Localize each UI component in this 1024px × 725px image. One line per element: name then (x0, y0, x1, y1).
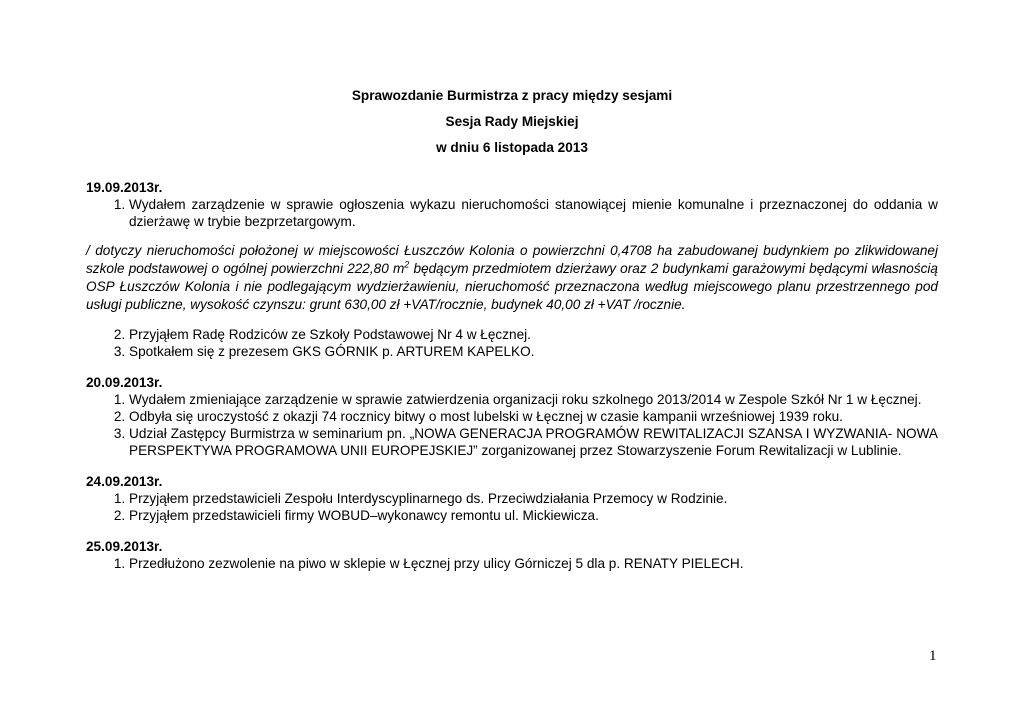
list-item: 2. Przyjąłem przedstawicieli firmy WOBUD–wykonawcy remontu ul. Mickiewicza. (129, 507, 938, 524)
list-item: 3. Spotkałem się z prezesem GKS GÓRNIK p. ARTUREM KAPELKO. (129, 343, 938, 360)
entry-list (86, 196, 938, 230)
entry-section (86, 179, 938, 360)
entry-list (86, 555, 938, 572)
entry-section (86, 538, 938, 572)
note-text-2: będącym przedmiotem dzierżawy oraz 2 budynkami garażowymi będącymi własnością OSP Łuszczów Kolonia i nie podlegającym wydzierżawieniu, nieruchomość przeznaczona według miejscowego planu przestrzennego pod usługi publiczne, wysokość czynszu: grunt 630,00 zł +VAT/rocznie, budynek 40,00 zł +VAT /rocznie. (86, 261, 938, 312)
list-item: 2. Przyjąłem Radę Rodziców ze Szkoły Podstawowej Nr 4 w Łęcznej. (129, 326, 938, 343)
list-item: 2. Odbyła się uroczystość z okazji 74 rocznicy bitwy o most lubelski w Łęcznej w czasie kampanii wrześniowej 1939 roku. (129, 408, 938, 425)
note-superscript: 2 (404, 259, 410, 270)
entry-date: 25.09.2013r. (86, 539, 163, 554)
document-title: Sprawozdanie Burmistrza z pracy między sesjami (351, 88, 673, 103)
list-item: 3. Udział Zastępcy Burmistrza w seminarium pn. „NOWA GENERACJA PROGRAMÓW REWITALIZACJI SZANSA I WYZWANIA- NOWA PERSPEKTYWA PROGRAMOWA UNII EUROPEJSKIEJ” zorganizowanej przez Stowarzyszenie Forum Rewitalizacji w Lublinie. (129, 425, 938, 459)
property-note (86, 242, 938, 314)
list-item: 1. Wydałem zmieniające zarządzenie w sprawie zatwierdzenia organizacji roku szkolnego 2013/2014 w Zespole Szkół Nr 1 w Łęcznej. (129, 391, 938, 408)
entry-date: 19.09.2013r. (86, 180, 163, 195)
list-item: 1. Wydałem zarządzenie w sprawie ogłoszenia wykazu nieruchomości stanowiącej mienie komunalne i przeznaczonej do oddania w dzierżawę w trybie bezprzetargowym. (129, 196, 938, 230)
entry-list (86, 391, 938, 459)
document-page (86, 88, 938, 572)
entry-section (86, 374, 938, 459)
session-title: Sesja Rady Miejskiej (445, 114, 579, 129)
note-text-1: / dotyczy nieruchomości położonej w miejscowości Łuszczów Kolonia o powierzchni 0,4708 ha zabudowanej budynkiem po zlikwidowanej szkole podstawowej o ogólnej powierzchni 222,80 m (86, 243, 938, 276)
session-date: w dniu 6 listopada 2013 (436, 140, 588, 155)
entry-date: 24.09.2013r. (86, 474, 163, 489)
page-number: 1 (929, 648, 937, 664)
entry-date: 20.09.2013r. (86, 375, 163, 390)
entry-list (86, 326, 938, 360)
entry-list (86, 490, 938, 524)
list-item: 1. Przedłużono zezwolenie na piwo w sklepie w Łęcznej przy ulicy Górniczej 5 dla p. RENATY PIELECH. (129, 555, 938, 572)
list-item: 1. Przyjąłem przedstawicieli Zespołu Interdyscyplinarnego ds. Przeciwdziałania Przemocy w Rodzinie. (129, 490, 938, 507)
entry-section (86, 473, 938, 524)
